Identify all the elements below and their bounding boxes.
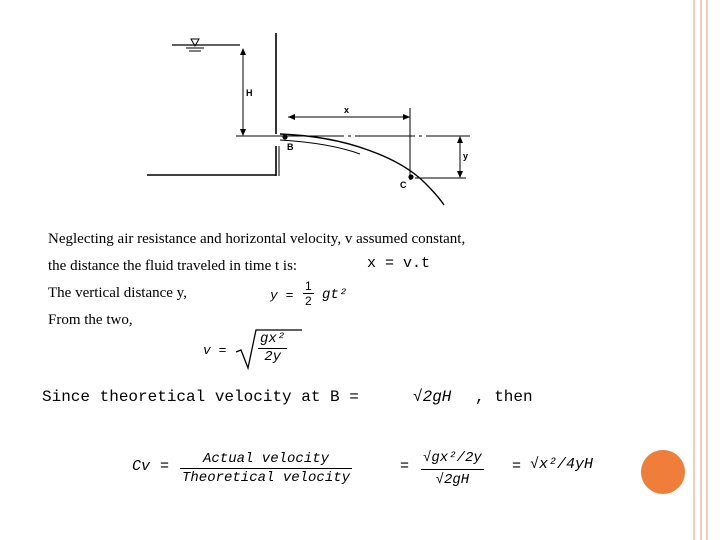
then-text: , then bbox=[475, 388, 533, 406]
equation-y-fraction bbox=[303, 279, 314, 308]
label-b: B bbox=[287, 142, 294, 152]
text-line-3: The vertical distance y, bbox=[48, 285, 187, 301]
theoretical-velocity-value: √2gH bbox=[413, 388, 452, 406]
y-dimension bbox=[415, 136, 469, 178]
equation-v-numerator: gx² bbox=[260, 331, 286, 347]
cv-equals-3: = bbox=[512, 458, 522, 475]
text-line-1: Neglecting air resistance and horizontal velocity, v assumed constant, bbox=[48, 231, 466, 247]
label-x: x bbox=[344, 105, 350, 115]
text-line-2: the distance the fluid traveled in time t is: bbox=[48, 258, 298, 274]
point-b bbox=[282, 134, 287, 139]
equation-v-denominator: 2y bbox=[258, 348, 287, 366]
equation-y-numerator: 1 bbox=[305, 279, 312, 293]
equation-y-denominator: 2 bbox=[305, 294, 312, 308]
since-text: Since theoretical velocity at B = bbox=[42, 388, 359, 406]
point-c bbox=[408, 174, 413, 179]
cv-equals-1: = bbox=[160, 458, 170, 475]
equation-v-fraction bbox=[258, 331, 287, 366]
cv-middle-denominator: √2gH bbox=[421, 469, 484, 491]
equation-v-lhs: v = bbox=[203, 343, 227, 358]
decorative-circle bbox=[641, 450, 685, 494]
water-surface-symbol bbox=[172, 39, 240, 51]
cv-numerator: Actual velocity bbox=[203, 451, 330, 467]
jet-trajectory bbox=[280, 134, 444, 205]
equation-x: x = v.t bbox=[367, 255, 431, 272]
cv-middle-numerator: √gx²/2y bbox=[423, 450, 482, 466]
cv-equals-2: = bbox=[400, 458, 410, 475]
cv-fraction-words bbox=[180, 450, 352, 487]
label-c: C bbox=[400, 180, 407, 190]
equation-y-lhs: y = bbox=[270, 288, 294, 303]
equation-y-rhs: gt² bbox=[322, 287, 348, 303]
cv-denominator: Theoretical velocity bbox=[182, 470, 351, 486]
label-y: y bbox=[463, 151, 469, 161]
cv-result: √x²/4yH bbox=[530, 456, 594, 473]
cv-label: Cv bbox=[132, 458, 151, 475]
cv-fraction-middle bbox=[421, 448, 484, 491]
label-h: H bbox=[246, 88, 253, 98]
text-line-4: From the two, bbox=[48, 312, 133, 328]
